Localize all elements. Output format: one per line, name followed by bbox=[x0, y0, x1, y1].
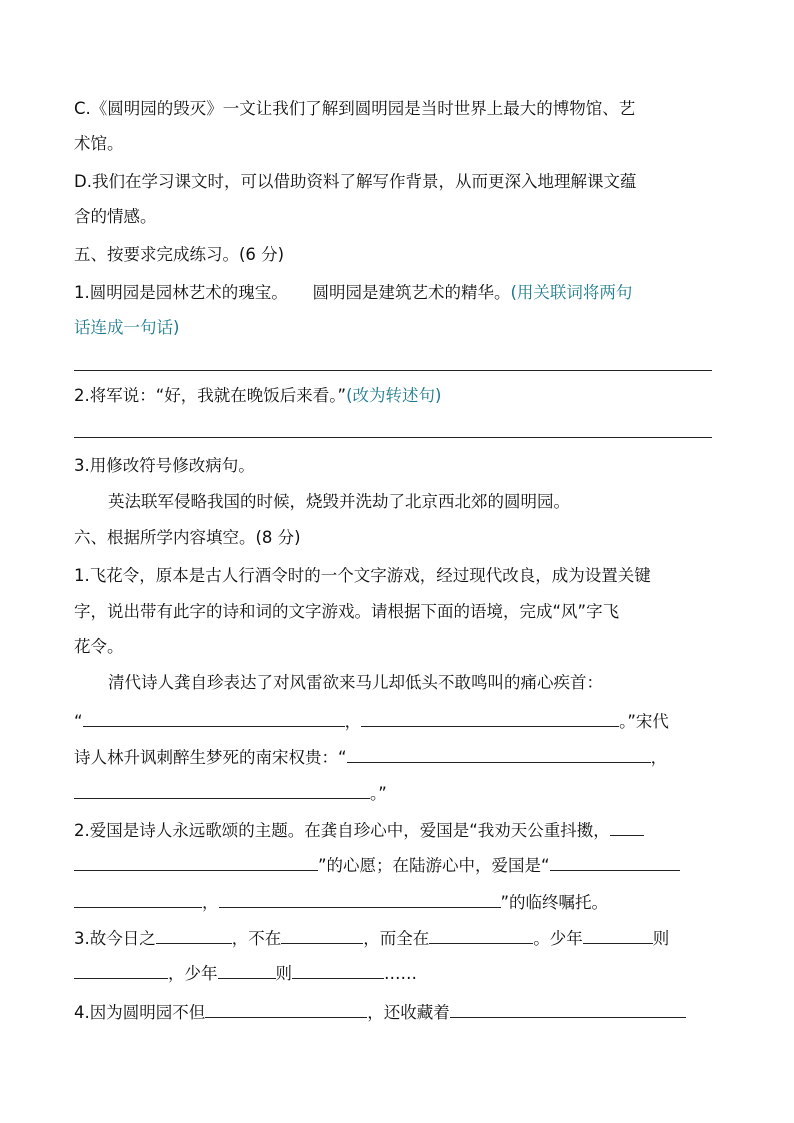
fill-3-text-1: 3.故今日之 bbox=[74, 929, 156, 948]
blank-gong-3b[interactable] bbox=[74, 853, 318, 871]
question-2-hint: (改为转述句) bbox=[346, 386, 442, 405]
fill-3 bbox=[74, 926, 669, 950]
question-3-sentence: 英法联军侵略我国的时候，烧毁并洗劫了北京西北郊的圆明园。 bbox=[108, 492, 570, 511]
question-3: 3.用修改符号修改病句。 bbox=[74, 456, 255, 475]
option-c-line1: C.《圆明园的毁灭》一文让我们了解到圆明园是当时世界上最大的博物馆、艺 bbox=[74, 99, 636, 118]
blank-lu-1b[interactable] bbox=[74, 890, 202, 908]
option-d-line1: D.我们在学习课文时，可以借助资料了解写作背景，从而更深入地理解课文蕴 bbox=[74, 172, 637, 191]
blank-lin-2[interactable] bbox=[74, 781, 370, 799]
blank-3-3[interactable] bbox=[429, 926, 533, 944]
blank-gong-2[interactable] bbox=[361, 709, 619, 727]
section-5-heading: 五、按要求完成练习。(6 分) bbox=[74, 245, 285, 264]
question-2-text: 2.将军说：“好，我就在晚饭后来看。” bbox=[74, 386, 347, 405]
fill-4-text-2: ，还收藏着 bbox=[367, 1003, 450, 1022]
blank-3-2[interactable] bbox=[281, 926, 363, 944]
question-2 bbox=[74, 385, 441, 407]
fill-2-text: 2.爱国是诗人永远歌颂的主题。在龚自珍心中，爱国是“我劝天公重抖擞， bbox=[74, 821, 610, 840]
option-d-line2: 含的情感。 bbox=[74, 207, 157, 226]
blank-gong-1[interactable] bbox=[83, 709, 345, 727]
fill-3-ellipsis: …… bbox=[384, 964, 417, 983]
fill-3-text-5: 则 bbox=[652, 929, 670, 948]
fill-3-text-6: ，少年 bbox=[168, 964, 218, 983]
blank-gong-3a[interactable] bbox=[610, 818, 644, 836]
question-1-text: 1.圆明园是园林艺术的瑰宝。 圆明园是建筑艺术的精华。 bbox=[74, 283, 511, 302]
comma: ， bbox=[202, 893, 219, 912]
blank-3-6[interactable] bbox=[218, 961, 276, 979]
fill-3-row2 bbox=[74, 961, 417, 985]
section-6-heading: 六、根据所学内容填空。(8 分) bbox=[74, 528, 301, 547]
fill-1-blanks-row3 bbox=[74, 781, 387, 805]
blank-lu-1a[interactable] bbox=[550, 853, 680, 871]
answer-line-q1[interactable] bbox=[74, 370, 712, 371]
question-1-hint-cont: 话连成一句话) bbox=[74, 318, 180, 337]
fill-4 bbox=[74, 1000, 686, 1024]
question-1 bbox=[74, 282, 632, 304]
option-c-line2: 术馆。 bbox=[74, 134, 124, 153]
quote-open: “ bbox=[74, 712, 83, 731]
fill-1-blanks-row2 bbox=[74, 745, 667, 769]
blank-3-7[interactable] bbox=[292, 961, 384, 979]
comma: ， bbox=[650, 748, 668, 767]
blank-lu-2[interactable] bbox=[219, 890, 501, 908]
comma: ， bbox=[344, 712, 362, 731]
fill-1-blanks-row1 bbox=[74, 709, 669, 733]
fill-2-row2 bbox=[74, 853, 680, 877]
fill-1-line3: 花令。 bbox=[74, 637, 124, 656]
fill-1-line2: 字，说出带有此字的诗和词的文字游戏。请根据下面的语境，完成“风”字飞 bbox=[74, 602, 620, 621]
question-1-hint: (用关联词将两句 bbox=[510, 283, 633, 302]
fill-3-text-4: 。少年 bbox=[533, 929, 583, 948]
quote-close: 。” bbox=[370, 784, 387, 803]
fill-2-row3 bbox=[74, 890, 608, 914]
fill-3-text-3: ，而全在 bbox=[363, 929, 430, 948]
linsheng-text: 诗人林升讽刺醉生梦死的南宋权贵：“ bbox=[74, 748, 347, 767]
fill-2 bbox=[74, 818, 644, 842]
blank-3-4[interactable] bbox=[583, 926, 653, 944]
fill-1-line1: 1.飞花令，原本是古人行酒令时的一个文字游戏，经过现代改良，成为设置关键 bbox=[74, 566, 651, 585]
answer-line-q2[interactable] bbox=[74, 437, 712, 438]
fill-2-lu-you: ”的心愿；在陆游心中，爱国是“ bbox=[318, 856, 550, 875]
fill-3-text-7: 则 bbox=[275, 964, 292, 983]
quote-end-song: 。”宋代 bbox=[619, 712, 669, 731]
blank-4-2[interactable] bbox=[450, 1000, 686, 1018]
blank-lin-1[interactable] bbox=[347, 745, 651, 763]
fill-3-text-2: ，不在 bbox=[231, 929, 282, 948]
fill-1-context: 清代诗人龚自珍表达了对风雷欲来马儿却低头不敢鸣叫的痛心疾首： bbox=[108, 673, 603, 692]
blank-3-1[interactable] bbox=[156, 926, 232, 944]
blank-4-1[interactable] bbox=[205, 1000, 367, 1018]
fill-2-end: ”的临终嘱托。 bbox=[500, 893, 609, 912]
blank-3-5[interactable] bbox=[74, 961, 168, 979]
fill-4-text-1: 4.因为圆明园不但 bbox=[74, 1003, 206, 1022]
